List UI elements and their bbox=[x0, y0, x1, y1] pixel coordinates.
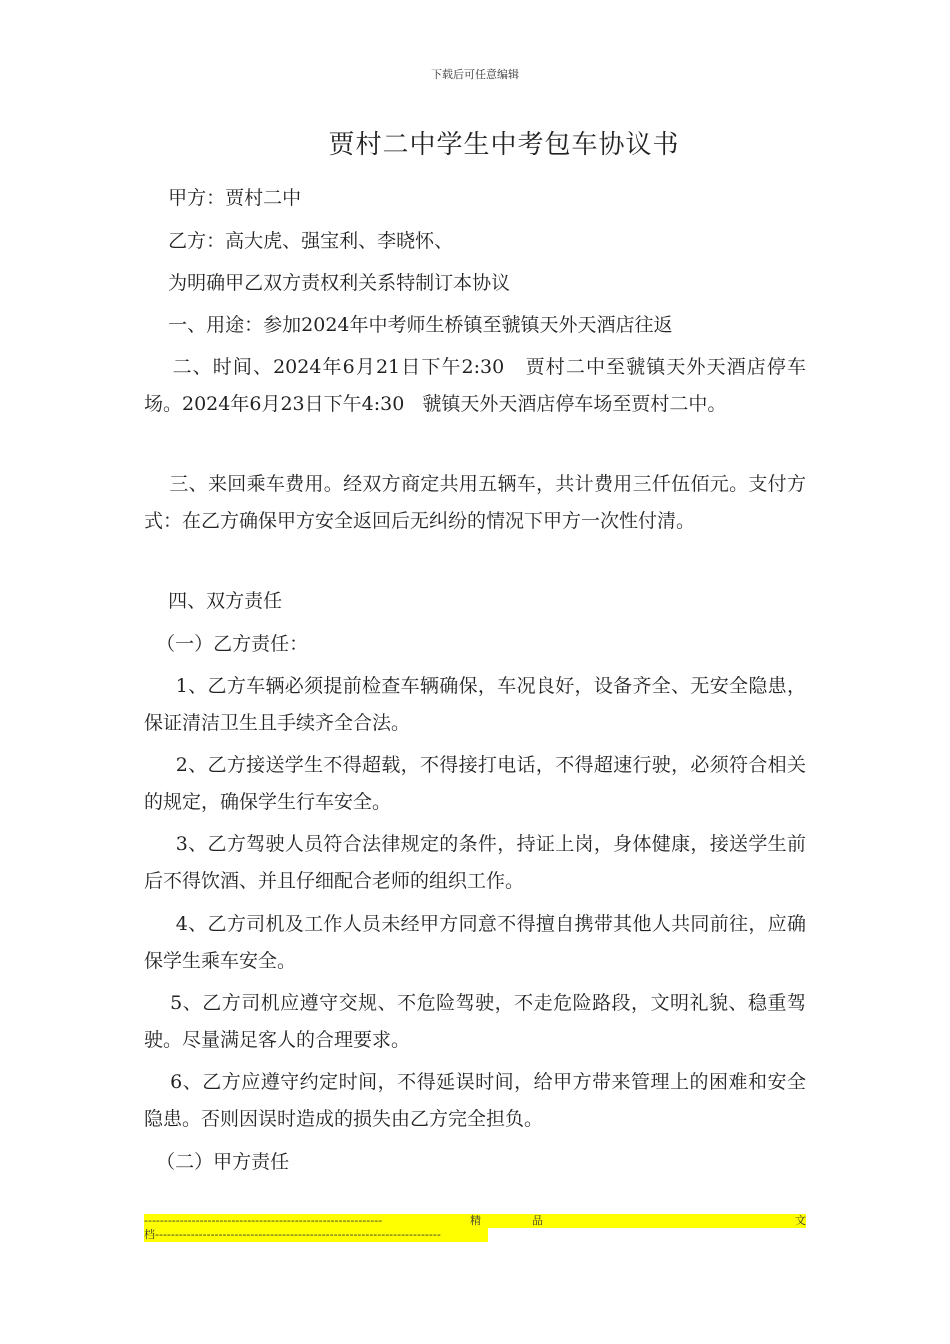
document-title: 贾村二中学生中考包车协议书 bbox=[328, 130, 680, 160]
paragraph-responsibilities-heading: 四、双方责任 bbox=[144, 590, 283, 612]
footer-dashes-2: ------------------------------------------------------------------------ bbox=[155, 1228, 441, 1241]
paragraph-time: 二、时间、2024年6月21日下午2:30 贾村二中至虢镇天外天酒店停车场。2024年6月23日下午4:30 虢镇天外天酒店停车场至贾村二中。 bbox=[144, 356, 806, 415]
paragraph-fees: 三、来回乘车费用。经双方商定共用五辆车，共计费用三仟伍佰元。支付方式：在乙方确保甲方安全返回后无纠纷的情况下甲方一次性付清。 bbox=[144, 473, 806, 532]
paragraph-party-b-responsibility-heading: （一）乙方责任： bbox=[144, 633, 309, 655]
paragraph-clause-2: 2、乙方接送学生不得超载，不得接打电话，不得超速行驶，必须符合相关的规定，确保学生行车安全。 bbox=[144, 754, 806, 813]
paragraph-party-a: 甲方：贾村二中 bbox=[144, 187, 302, 209]
footer-line2-prefix: 档 bbox=[144, 1228, 155, 1241]
paragraph-party-a-responsibility-heading: （二）甲方责任 bbox=[144, 1151, 290, 1173]
paragraph-clause-4: 4、乙方司机及工作人员未经甲方同意不得擅自携带其他人共同前往，应确保学生乘车安全。 bbox=[144, 913, 806, 972]
footer-char-2: 品 bbox=[532, 1214, 543, 1227]
paragraph-usage: 一、用途：参加2024年中考师生桥镇至虢镇天外天酒店往返 bbox=[144, 314, 673, 336]
footer-watermark bbox=[144, 1214, 806, 1246]
paragraph-clause-1: 1、乙方车辆必须提前检查车辆确保，车况良好，设备齐全、无安全隐患，保证清洁卫生且手续齐全合法。 bbox=[144, 675, 806, 734]
paragraph-clause-5: 5、乙方司机应遵守交规、不危险驾驶，不走危险路段，文明礼貌、稳重驾驶。尽量满足客人的合理要求。 bbox=[144, 992, 806, 1051]
footer-dashes: ------------------------------------------------------------ bbox=[144, 1214, 383, 1227]
paragraph-clause-3: 3、乙方驾驶人员符合法律规定的条件，持证上岗，身体健康，接送学生前后不得饮酒、并且仔细配合老师的组织工作。 bbox=[144, 833, 806, 892]
paragraph-clause-6: 6、乙方应遵守约定时间，不得延误时间，给甲方带来管理上的困难和安全隐患。否则因误时造成的损失由乙方完全担负。 bbox=[144, 1071, 806, 1130]
footer-char-1: 精 bbox=[470, 1214, 481, 1227]
header-note: 下载后可任意编辑 bbox=[431, 68, 519, 81]
footer-char-3: 文 bbox=[795, 1214, 806, 1227]
footer-line-1 bbox=[144, 1214, 806, 1228]
paragraph-purpose-statement: 为明确甲乙双方责权利关系特制订本协议 bbox=[144, 272, 511, 294]
paragraph-party-b: 乙方：高大虎、强宝利、李晓怀、 bbox=[144, 230, 454, 252]
footer-line-2 bbox=[144, 1228, 488, 1242]
